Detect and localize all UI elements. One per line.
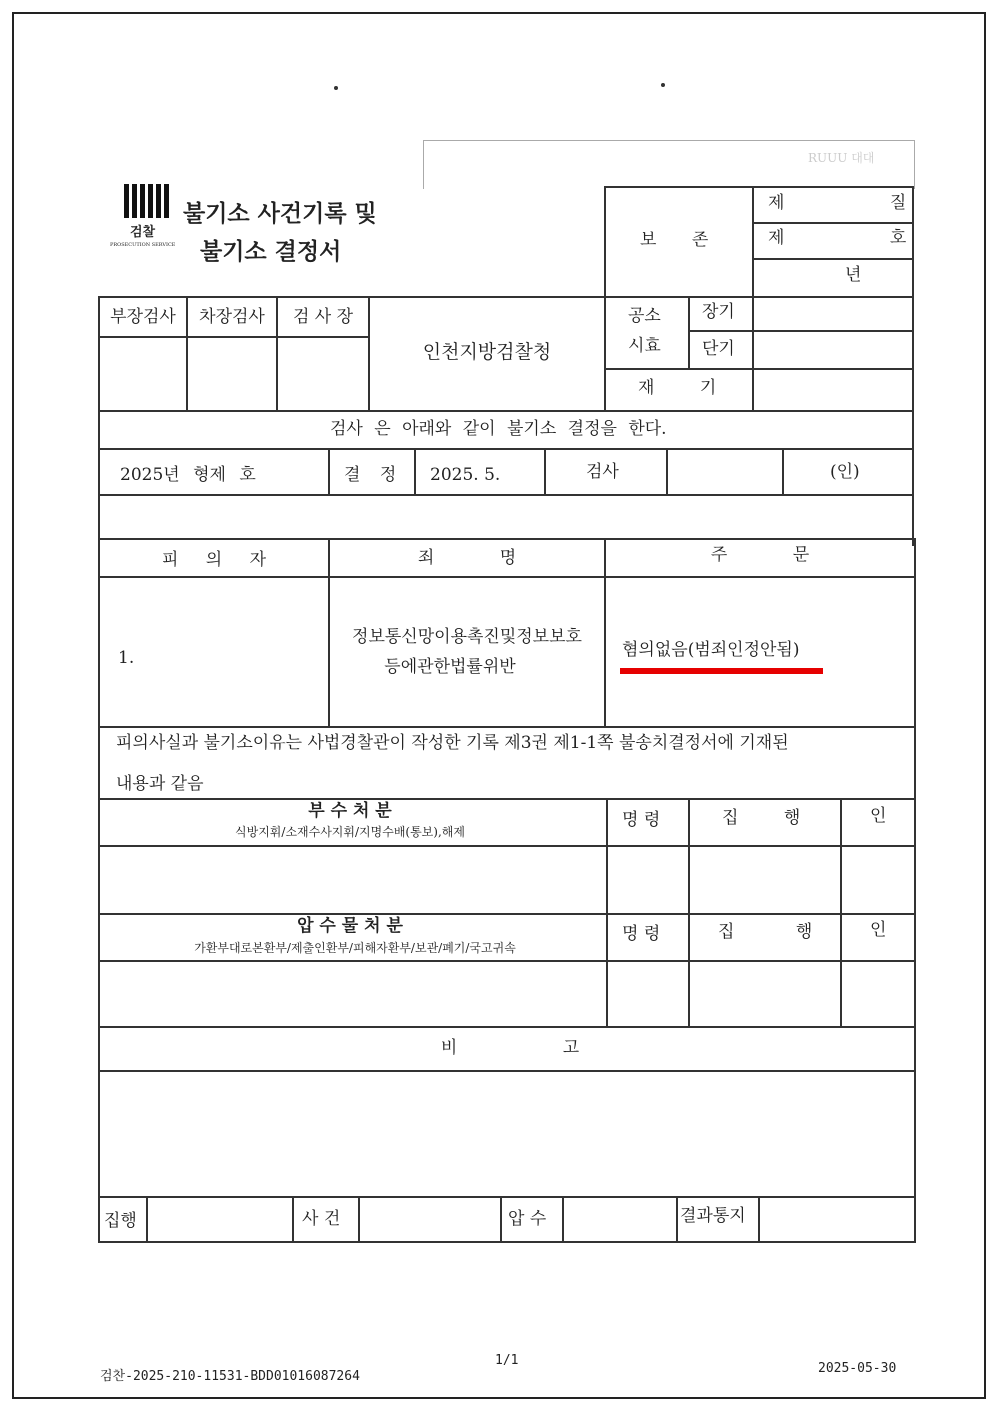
document-id: 검찬-2025-210-11531-BDD01016087264 xyxy=(100,1369,360,1384)
scan-dot xyxy=(334,86,338,90)
preservation-volume: 제 질 xyxy=(768,193,907,213)
preservation-year: 년 xyxy=(845,265,862,285)
reason-line1: 피의사실과 불기소이유는 사법경찰관이 작성한 기록 제3권 제1-1쪽 불송치결정서에 기재된 xyxy=(116,733,789,753)
reason-line2: 내용과 같음 xyxy=(116,774,204,794)
preservation-label: 보 존 xyxy=(640,230,709,250)
print-date: 2025-05-30 xyxy=(818,1361,897,1376)
preservation-number: 제 호 xyxy=(768,228,907,248)
order-red-underline xyxy=(620,668,823,674)
sub-disposition-exec: 집 행 xyxy=(722,808,801,828)
approval-chief: 검 사 장 xyxy=(292,307,354,327)
document-title-line2: 불기소 결정서 xyxy=(200,238,342,265)
document-title-line1: 불기소 사건기록 및 xyxy=(183,200,377,227)
sub-disposition-title: 부 수 처 분 xyxy=(308,801,392,821)
sub-disposition-order: 명 령 xyxy=(622,810,661,830)
statute-long: 장기 xyxy=(702,302,735,322)
logo-subtext: PROSECUTION SERVICE xyxy=(110,242,176,248)
column-charge: 죄 명 xyxy=(417,548,517,568)
statute-reraise: 재 기 xyxy=(638,378,717,398)
seized-options: 가환부대로본환부/제출인환부/피해자환부/보관/폐기/국고귀속 xyxy=(194,941,516,955)
footer-notice: 결과통지 xyxy=(680,1206,746,1226)
case-number: 2025년 형제 호 xyxy=(120,465,256,485)
prosecutor-label: 검사 xyxy=(586,462,619,482)
charge-line1: 정보통신망이용촉진및정보보호 xyxy=(352,627,582,647)
statute-label-1: 공소 xyxy=(628,306,661,326)
logo-text: 검찰 xyxy=(130,225,156,240)
suspect-entry: 1. xyxy=(118,648,135,668)
scan-dot xyxy=(661,83,665,87)
decision-date: 2025. 5. xyxy=(430,465,501,485)
order-disposition: 혐의없음(범죄인정안됨) xyxy=(622,640,800,660)
column-suspect: 피 의 자 xyxy=(161,550,267,570)
prosecutor-seal: (인) xyxy=(830,462,860,482)
office-name: 인천지방검찰청 xyxy=(422,341,552,363)
statute-label-2: 시효 xyxy=(628,336,661,356)
decision-label: 결 정 xyxy=(344,465,397,485)
seized-order: 명 령 xyxy=(622,924,661,944)
approval-deputy-chief: 부장검사 xyxy=(110,307,176,327)
seized-exec: 집 행 xyxy=(718,922,813,942)
footer-exec: 집행 xyxy=(104,1211,137,1231)
footer-case: 사 건 xyxy=(302,1209,341,1229)
column-order: 주 문 xyxy=(710,545,810,565)
decision-statement: 검사 은 아래와 같이 불기소 결정을 한다. xyxy=(330,419,667,439)
seized-seal: 인 xyxy=(870,920,887,940)
remarks-label: 비 고 xyxy=(440,1038,580,1058)
statute-short: 단기 xyxy=(702,339,735,359)
stamp-faded-text: RUUU 대대 xyxy=(808,151,875,165)
seized-title: 압 수 물 처 분 xyxy=(297,916,403,936)
sub-disposition-options: 식방지휘/소재수사지휘/지명수배(통보),해제 xyxy=(235,825,465,839)
approval-vice-chief: 차장검사 xyxy=(199,307,265,327)
charge-line2: 등에관한법률위반 xyxy=(384,657,516,677)
prosecution-logo xyxy=(124,184,172,222)
sub-disposition-seal: 인 xyxy=(870,806,887,826)
footer-seizure: 압 수 xyxy=(508,1209,547,1229)
page-number: 1/1 xyxy=(495,1353,519,1368)
